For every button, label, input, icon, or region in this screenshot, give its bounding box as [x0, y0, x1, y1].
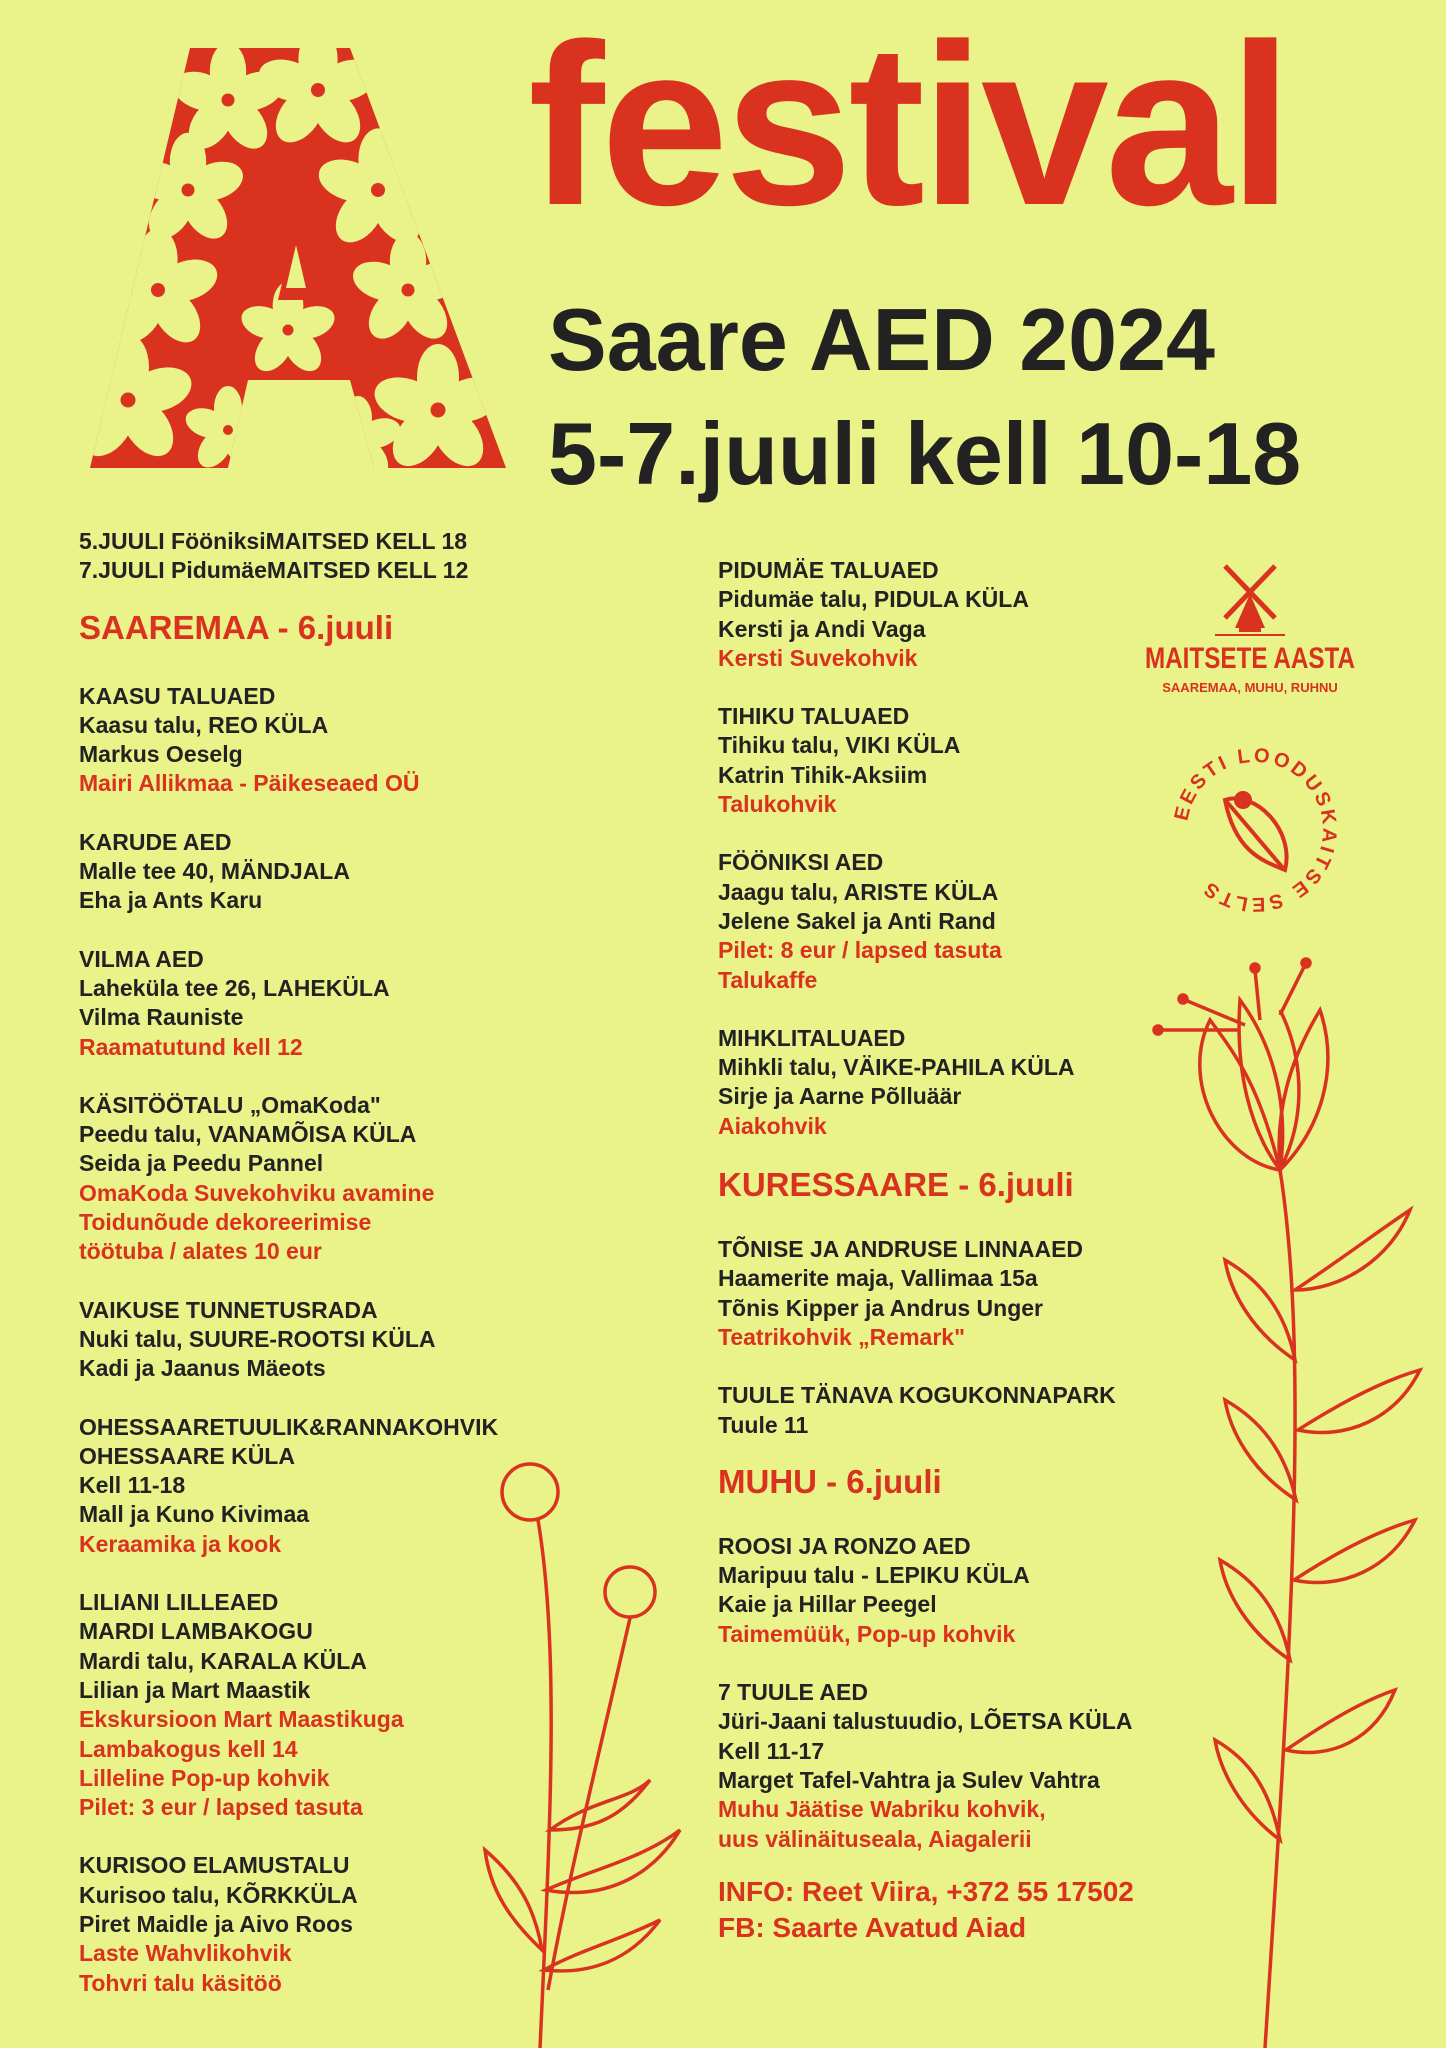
- garden-hosts: Seida ja Peedu Pannel: [79, 1150, 324, 1177]
- garden-extra: Lilleline Pop-up kohvik: [79, 1764, 330, 1791]
- garden-name: KARUDE AED: [79, 828, 232, 855]
- leaf-icon: [1225, 793, 1287, 870]
- garden-hosts: Jelene Sakel ja Anti Rand: [718, 907, 996, 934]
- region-heading-kuressaare: KURESSAARE - 6.juuli: [718, 1166, 1074, 1204]
- garden-extra: Muhu Jäätise Wabriku kohvik,: [718, 1796, 1046, 1823]
- garden-name: OHESSAARETUULIK&RANNAKOHVIK: [79, 1413, 499, 1440]
- garden-extra: Aiakohvik: [718, 1112, 827, 1139]
- garden-address: Tuule 11: [718, 1411, 809, 1438]
- garden-extra: uus välinäituseala, Aiagalerii: [718, 1825, 1032, 1852]
- garden-name: TÕNISE JA ANDRUSE LINNAAED: [718, 1236, 1084, 1263]
- garden-extra: Lambakogus kell 14: [79, 1735, 298, 1762]
- garden-name: KAASU TALUAED: [79, 682, 276, 709]
- garden-entry: [79, 945, 719, 1062]
- garden-name: PIDUMÄE TALUAED: [718, 557, 939, 583]
- garden-extra: Pilet: 8 eur / lapsed tasuta: [718, 937, 1002, 964]
- region-heading-saaremaa: SAAREMAA - 6.juuli: [79, 608, 394, 646]
- garden-extra: Kersti Suvekohvik: [718, 644, 918, 671]
- svg-text:EESTI LOODUSKAITSE SELTS: [1171, 744, 1341, 915]
- garden-name: MARDI LAMBAKOGU: [79, 1618, 313, 1645]
- maitsete-aasta-logo: [1135, 556, 1365, 706]
- garden-hosts: Markus Oeselg: [79, 741, 243, 768]
- garden-name: LILIANI LILLEAED: [79, 1589, 279, 1616]
- looduskaitse-selts-seal: [1165, 740, 1345, 920]
- garden-hosts: Katrin Tihik-Aksiim: [718, 761, 928, 788]
- garden-name: FÖÖNIKSI AED: [718, 849, 884, 876]
- info-facebook: FB: Saarte Avatud Aiad: [718, 1911, 1027, 1943]
- info-contact: INFO: Reet Viira, +372 55 17502: [718, 1875, 1134, 1907]
- decorative-tulip-icon: [1140, 960, 1440, 2048]
- garden-extra: Laste Wahvlikohvik: [79, 1940, 292, 1967]
- garden-address: Kurisoo talu, KÕRKKÜLA: [79, 1881, 358, 1908]
- garden-address: Malle tee 40, MÄNDJALA: [79, 858, 350, 885]
- maitsete-title: MAITSETE AASTA: [1145, 642, 1355, 675]
- garden-hosts: Kadi ja Jaanus Mäeots: [79, 1355, 326, 1382]
- garden-extra: Pilet: 3 eur / lapsed tasuta: [79, 1794, 363, 1821]
- garden-extra: Keraamika ja kook: [79, 1530, 282, 1557]
- garden-address: Jüri-Jaani talustuudio, LÕETSA KÜLA: [718, 1708, 1133, 1735]
- garden-hosts: Kaie ja Hillar Peegel: [718, 1591, 937, 1618]
- garden-entry: [79, 828, 719, 916]
- garden-name: VILMA AED: [79, 945, 204, 972]
- garden-address: Maripuu talu - LEPIKU KÜLA: [718, 1562, 1030, 1589]
- garden-name: TUULE TÄNAVA KOGUKONNAPARK: [718, 1382, 1116, 1409]
- maitsete-subtitle: SAAREMAA, MUHU, RUHNU: [1162, 680, 1338, 695]
- garden-hosts: Lilian ja Mart Maastik: [79, 1676, 311, 1703]
- garden-name: ROOSI JA RONZO AED: [718, 1532, 971, 1559]
- garden-extra: Talukaffe: [718, 966, 818, 993]
- garden-name: KÄSITÖÖTALU „OmaKoda": [79, 1091, 381, 1118]
- garden-name: KURISOO ELAMUSTALU: [79, 1852, 350, 1879]
- garden-name: TIHIKU TALUAED: [718, 703, 910, 730]
- garden-address: Haamerite maja, Vallimaa 15a: [718, 1265, 1038, 1292]
- event-subtitle: Saare AED 2024: [548, 290, 1215, 389]
- garden-extra: Toidunõude dekoreerimise: [79, 1209, 372, 1236]
- garden-entry: [79, 1296, 719, 1384]
- garden-extra: Raamatutund kell 12: [79, 1033, 303, 1060]
- garden-extra: Taimemüük, Pop-up kohvik: [718, 1620, 1016, 1647]
- decorative-flower-icon: [480, 1450, 720, 2048]
- festival-title: festival: [528, 0, 1289, 253]
- garden-address: Pidumäe talu, PIDULA KÜLA: [718, 586, 1029, 613]
- festival-a-logo: [78, 40, 518, 480]
- garden-hosts: Vilma Rauniste: [79, 1004, 244, 1031]
- garden-hours: Kell 11-18: [79, 1472, 186, 1499]
- garden-address: Laheküla tee 26, LAHEKÜLA: [79, 974, 390, 1001]
- garden-extra: Ekskursioon Mart Maastikuga: [79, 1706, 404, 1733]
- garden-hosts: Eha ja Ants Karu: [79, 887, 263, 914]
- garden-address: OHESSAARE KÜLA: [79, 1442, 295, 1469]
- garden-address: Mihkli talu, VÄIKE-PAHILA KÜLA: [718, 1054, 1075, 1081]
- garden-name: VAIKUSE TUNNETUSRADA: [79, 1296, 378, 1323]
- garden-extra: Mairi Allikmaa - Päikeseaed OÜ: [79, 770, 420, 797]
- garden-address: Jaagu talu, ARISTE KÜLA: [718, 878, 999, 905]
- garden-hosts: Marget Tafel-Vahtra ja Sulev Vahtra: [718, 1766, 1100, 1793]
- garden-hosts: Piret Maidle ja Aivo Roos: [79, 1910, 353, 1937]
- garden-entry: [79, 1091, 719, 1267]
- garden-extra: Teatrikohvik „Remark": [718, 1323, 965, 1350]
- garden-extra: töötuba / alates 10 eur: [79, 1238, 322, 1265]
- seal-text: EESTI LOODUSKAITSE SELTS: [1170, 744, 1341, 916]
- garden-hosts: Kersti ja Andi Vaga: [718, 615, 926, 642]
- garden-name: MIHKLITALUAED: [718, 1024, 906, 1051]
- garden-address: Tihiku talu, VIKI KÜLA: [718, 732, 961, 759]
- garden-address: Mardi talu, KARALA KÜLA: [79, 1647, 367, 1674]
- garden-address: Nuki talu, SUURE-ROOTSI KÜLA: [79, 1325, 436, 1352]
- garden-hosts: Sirje ja Aarne Põlluäär: [718, 1083, 962, 1110]
- garden-address: Kaasu talu, REO KÜLA: [79, 711, 329, 738]
- garden-hosts: Tõnis Kipper ja Andrus Unger: [718, 1294, 1044, 1321]
- garden-extra: OmaKoda Suvekohviku avamine: [79, 1179, 435, 1206]
- windmill-icon: [1215, 566, 1285, 636]
- garden-entry: [79, 682, 719, 799]
- garden-extra: Tohvri talu käsitöö: [79, 1969, 282, 1996]
- garden-name: 7 TUULE AED: [718, 1679, 868, 1706]
- intro-line: 7.JUULI PidumäeMAITSED KELL 12: [79, 557, 469, 584]
- garden-extra: Talukohvik: [718, 791, 837, 818]
- garden-hosts: Mall ja Kuno Kivimaa: [79, 1501, 310, 1528]
- event-dates: 5-7.juuli kell 10-18: [548, 404, 1302, 503]
- intro-line: 5.JUULI FööniksiMAITSED KELL 18: [79, 528, 468, 554]
- region-heading-muhu: MUHU - 6.juuli: [718, 1462, 942, 1500]
- garden-hours: Kell 11-17: [718, 1737, 825, 1764]
- garden-address: Peedu talu, VANAMÕISA KÜLA: [79, 1121, 417, 1148]
